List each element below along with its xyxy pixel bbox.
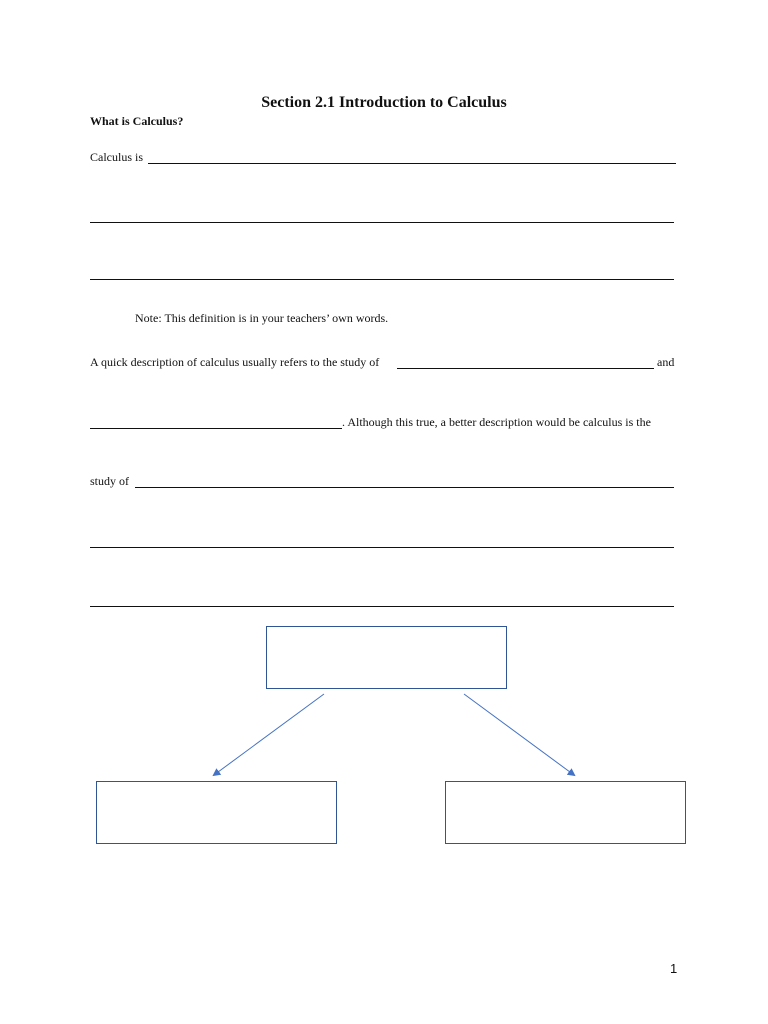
definition-prefix: Calculus is xyxy=(90,150,143,164)
section-heading: What is Calculus? xyxy=(90,114,184,128)
page-number: 1 xyxy=(670,961,678,976)
arrow-left xyxy=(214,694,324,775)
description-line2-suffix: . Although this true, a better description would be calculus is the xyxy=(342,415,651,429)
note-text: Note: This definition is in your teachers’ own words. xyxy=(135,311,389,325)
arrow-right xyxy=(464,694,574,775)
description-line1-suffix: and xyxy=(657,355,675,369)
description-line3-prefix: study of xyxy=(90,474,129,488)
description-line1-prefix: A quick description of calculus usually refers to the study of xyxy=(90,355,380,369)
page-title: Section 2.1 Introduction to Calculus xyxy=(261,94,507,111)
